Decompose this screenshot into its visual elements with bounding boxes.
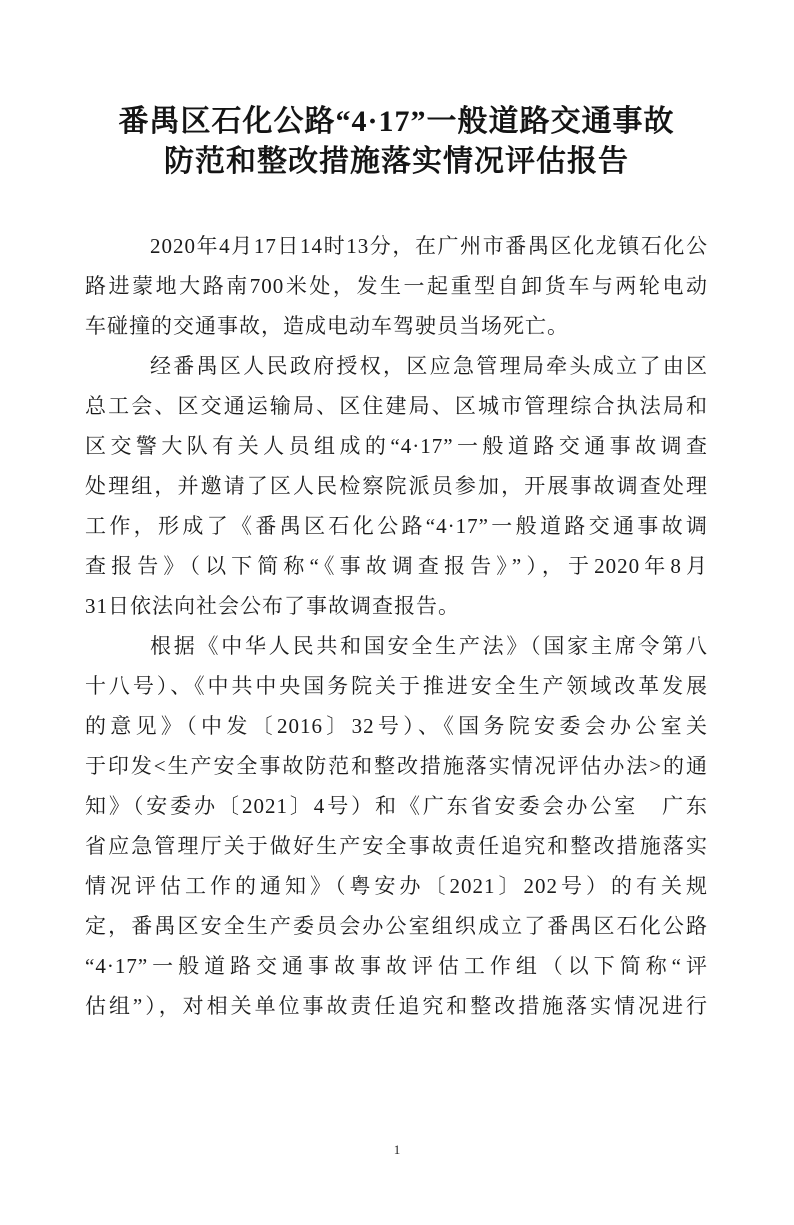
text-line: 工作，形成了《番禺区石化公路“4·17”一般道路交通事故调 [85,514,708,538]
text-line: 经番禺区人民政府授权，区应急管理局牵头成立了由区 [150,354,708,378]
text-line: 情况评估工作的通知》（粤安办〔2021〕202号）的有关规 [85,874,708,898]
text-line: 的意见》（中发〔2016〕32号）、《国务院安委会办公室关 [85,714,708,738]
text-line: 2020年4月17日14时13分，在广州市番禺区化龙镇石化公 [150,234,708,258]
text-line: 区交警大队有关人员组成的“4·17”一般道路交通事故调查 [85,434,708,458]
text-line: “4·17”一般道路交通事故事故评估工作组（以下简称“评 [85,954,708,978]
text-line: 车碰撞的交通事故，造成电动车驾驶员当场死亡。 [85,314,569,338]
text-line: 查报告》（以下简称“《事故调查报告》”），于2020年8月 [85,554,708,578]
text-line: 处理组，并邀请了区人民检察院派员参加，开展事故调查处理 [85,474,708,498]
page-title-line-2: 防范和整改措施落实情况评估报告 [164,145,629,178]
text-line: 估组”），对相关单位事故责任追究和整改措施落实情况进行 [85,994,708,1018]
page-number: 1 [393,1142,401,1157]
page-title [85,102,708,182]
paragraph [85,626,708,1026]
paragraph [85,346,708,626]
document-body [85,226,708,1026]
text-line: 路进蒙地大路南700米处，发生一起重型自卸货车与两轮电动 [85,274,708,298]
text-line: 31日依法向社会公布了事故调查报告。 [85,594,460,618]
text-line: 定，番禺区安全生产委员会办公室组织成立了番禺区石化公路 [85,914,708,938]
paragraph [85,226,708,346]
text-line: 知》（安委办〔2021〕4号）和《广东省安委会办公室 广东 [85,794,708,818]
text-line: 省应急管理厅关于做好生产安全事故责任追究和整改措施落实 [85,834,708,858]
text-line: 根据《中华人民共和国安全生产法》（国家主席令第八 [150,634,708,658]
text-line: 于印发<生产安全事故防范和整改措施落实情况评估办法>的通 [85,754,708,778]
page-title-line-1: 番禺区石化公路“4·17”一般道路交通事故 [118,105,675,138]
text-line: 十八号）、《中共中央国务院关于推进安全生产领域改革发展 [85,674,708,698]
document-page [0,102,794,1225]
text-line: 总工会、区交通运输局、区住建局、区城市管理综合执法局和 [85,394,708,418]
